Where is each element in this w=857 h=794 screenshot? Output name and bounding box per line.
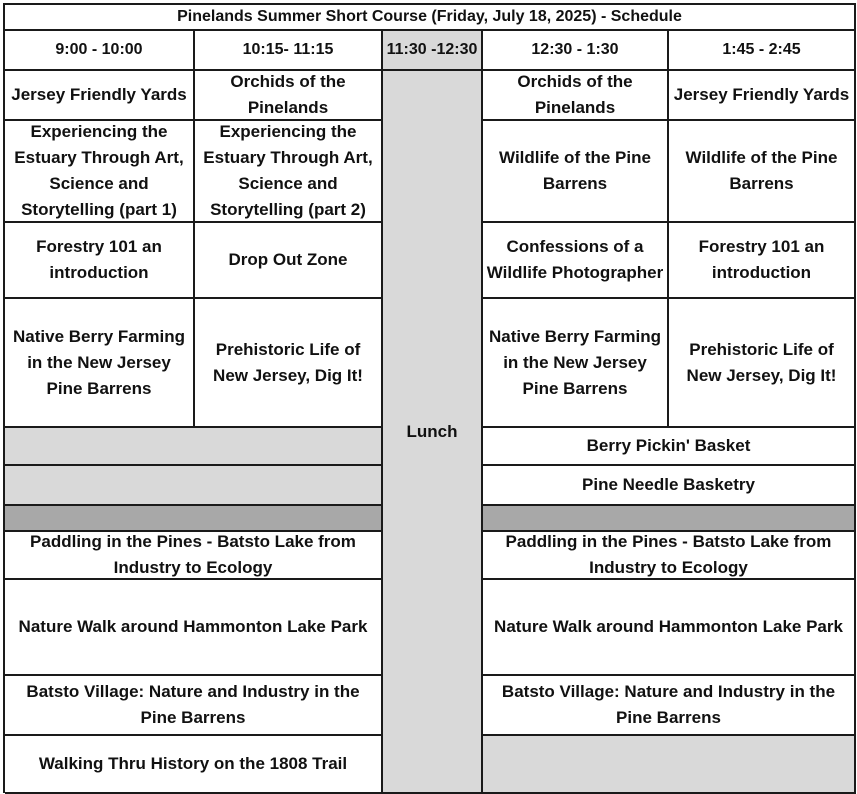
empty-cell <box>483 736 856 794</box>
session-cell: Wildlife of the Pine Barrens <box>669 121 856 223</box>
session-cell: Nature Walk around Hammonton Lake Park <box>483 580 856 676</box>
session-cell: Drop Out Zone <box>195 223 383 299</box>
schedule-table <box>3 3 856 793</box>
session-cell: Paddling in the Pines - Batsto Lake from Industry to Ecology <box>5 532 383 580</box>
session-cell: Paddling in the Pines - Batsto Lake from Industry to Ecology <box>483 532 856 580</box>
session-cell: Confessions of a Wildlife Photographer <box>483 223 669 299</box>
session-cell: Batsto Village: Nature and Industry in the Pine Barrens <box>483 676 856 736</box>
session-cell: Experiencing the Estuary Through Art, Science and Storytelling (part 2) <box>195 121 383 223</box>
session-cell: Prehistoric Life of New Jersey, Dig It! <box>195 299 383 428</box>
session-cell: Berry Pickin' Basket <box>483 428 856 466</box>
session-cell: Experiencing the Estuary Through Art, Science and Storytelling (part 1) <box>5 121 195 223</box>
divider-row <box>483 506 856 532</box>
session-cell: Prehistoric Life of New Jersey, Dig It! <box>669 299 856 428</box>
divider-row <box>5 506 383 532</box>
session-cell: Forestry 101 an introduction <box>5 223 195 299</box>
session-cell: Native Berry Farming in the New Jersey Pine Barrens <box>5 299 195 428</box>
header-slot-5: 1:45 - 2:45 <box>669 31 856 71</box>
session-cell: Nature Walk around Hammonton Lake Park <box>5 580 383 676</box>
session-cell: Native Berry Farming in the New Jersey Pine Barrens <box>483 299 669 428</box>
session-cell: Jersey Friendly Yards <box>5 71 195 121</box>
session-cell: Batsto Village: Nature and Industry in the Pine Barrens <box>5 676 383 736</box>
schedule-title: Pinelands Summer Short Course (Friday, July 18, 2025) - Schedule <box>5 5 856 31</box>
session-cell: Forestry 101 an introduction <box>669 223 856 299</box>
session-cell: Wildlife of the Pine Barrens <box>483 121 669 223</box>
session-cell: Orchids of the Pinelands <box>483 71 669 121</box>
empty-cell <box>5 466 383 506</box>
lunch-block: Lunch <box>383 71 483 794</box>
session-cell: Walking Thru History on the 1808 Trail <box>5 736 383 794</box>
header-slot-2: 10:15- 11:15 <box>195 31 383 71</box>
empty-cell <box>5 428 383 466</box>
session-cell: Pine Needle Basketry <box>483 466 856 506</box>
header-slot-3: 11:30 -12:30 <box>383 31 483 71</box>
session-cell: Orchids of the Pinelands <box>195 71 383 121</box>
session-cell: Jersey Friendly Yards <box>669 71 856 121</box>
header-slot-4: 12:30 - 1:30 <box>483 31 669 71</box>
header-slot-1: 9:00 - 10:00 <box>5 31 195 71</box>
